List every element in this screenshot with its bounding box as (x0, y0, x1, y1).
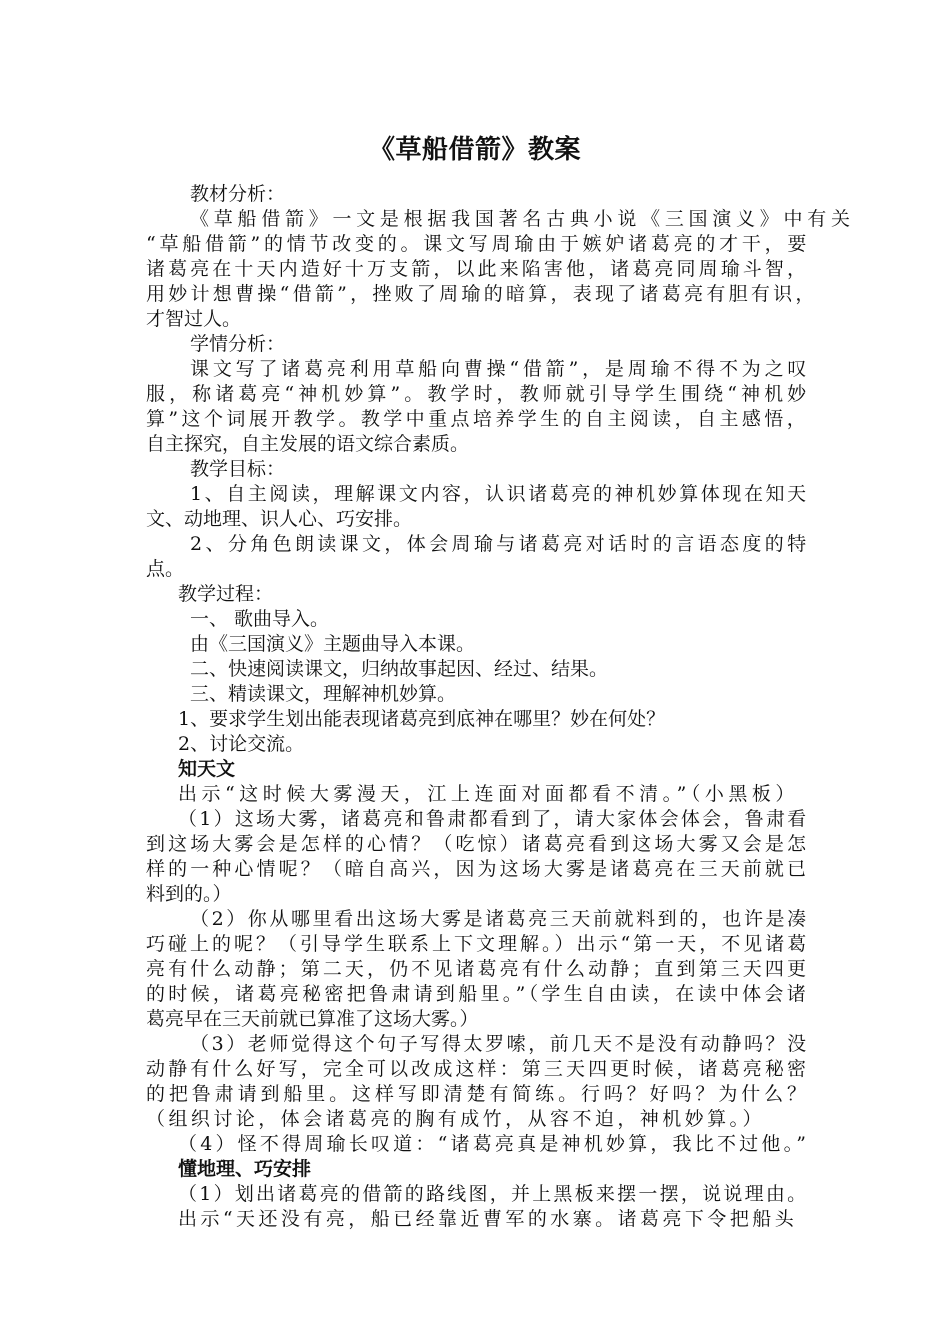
body-line: 1、自主阅读，理解课文内容，认识诸葛亮的神机妙算体现在知天 (190, 483, 809, 505)
body-line: 2、讨论交流。 (178, 733, 305, 755)
body-line: 教学目标： (190, 458, 286, 480)
body-line: 点。 (146, 558, 185, 580)
body-line: 服，称诸葛亮“神机妙算”。教学时，教师就引导学生围绕“神机妙 (146, 383, 811, 405)
body-line: 巧碰上的呢？（引导学生联系上下文理解。）出示“第一天，不见诸葛 (146, 933, 810, 955)
body-line: “草船借箭”的情节改变的。课文写周瑜由于嫉妒诸葛亮的才干，要 (146, 233, 811, 255)
body-line: 亮有什么动静；第二天，仍不见诸葛亮有什么动静；直到第三天四更 (146, 958, 810, 980)
body-line: 的把鲁肃请到船里。这样写即清楚有简练。行吗？好吗？为什么？ (146, 1083, 810, 1105)
body-line: 出示“天还没有亮，船已经靠近曹军的水寨。诸葛亮下令把船头 (178, 1208, 798, 1230)
section-heading: 知天文 (178, 758, 236, 780)
body-line: 料到的。） (146, 883, 232, 905)
body-line: 才智过人。 (146, 308, 242, 330)
body-line: 样的一种心情呢？（暗自高兴，因为这场大雾是诸葛亮在三天前就已 (146, 858, 810, 880)
document-title: 《草船借箭》教案 (368, 135, 581, 165)
body-line: 自主探究，自主发展的语文综合素质。 (146, 433, 470, 455)
body-line: 算”这个词展开教学。教学中重点培养学生的自主阅读，自主感悟， (146, 408, 810, 430)
body-line: （1）这场大雾，诸葛亮和鲁肃都看到了，请大家体会体会，鲁肃看 (178, 808, 809, 830)
body-line: 二、快速阅读课文，归纳故事起因、经过、结果。 (190, 658, 609, 680)
body-line: 诸葛亮在十天内造好十万支箭，以此来陷害他，诸葛亮同周瑜斗智， (146, 258, 810, 280)
body-line: 用妙计想曹操“借箭”，挫败了周瑜的暗算，表现了诸葛亮有胆有识， (146, 283, 818, 305)
body-line: 一、 歌曲导入。 (190, 608, 330, 630)
body-line: 文、动地理、识人心、巧安排。 (146, 508, 413, 530)
section-heading: 懂地理、巧安排 (178, 1158, 312, 1180)
body-line: 1、要求学生划出能表现诸葛亮到底神在哪里？妙在何处？ (178, 708, 666, 730)
body-line: 到这场大雾会是怎样的心情？（吃惊）诸葛亮看到这场大雾又会是怎 (146, 833, 810, 855)
body-line: 动静有什么好写，完全可以改成这样：第三天四更时候，诸葛亮秘密 (146, 1058, 810, 1080)
body-line: 教学过程： (178, 583, 274, 605)
body-line: 由《三国演义》主题曲导入本课。 (190, 633, 476, 655)
body-line: 教材分析： (190, 183, 286, 205)
body-line: 《草船借箭》一文是根据我国著名古典小说《三国演义》中有关 (190, 208, 855, 230)
body-line: （组织讨论，体会诸葛亮的胸有成竹，从容不迫，神机妙算。） (146, 1108, 765, 1130)
body-line: 三、精读课文，理解神机妙算。 (190, 683, 457, 705)
body-line: （2）你从哪里看出这场大雾是诸葛亮三天前就料到的，也许是凑 (190, 908, 809, 930)
body-line: 葛亮早在三天前就已算准了这场大雾。） (146, 1008, 479, 1030)
body-line: 2、分角色朗读课文，体会周瑜与诸葛亮对话时的言语态度的特 (190, 533, 810, 555)
body-line: 的时候，诸葛亮秘密把鲁肃请到船里。”（学生自由读，在读中体会诸 (146, 983, 810, 1005)
body-line: 出示“这时候大雾漫天，江上连面对面都看不清。”（小黑板） (178, 783, 799, 805)
body-line: （3）老师觉得这个句子写得太罗嗦，前几天不是没有动静吗？没 (190, 1033, 809, 1055)
body-line: 学情分析： (190, 333, 286, 355)
body-line: 课文写了诸葛亮利用草船向曹操“借箭”，是周瑜不得不为之叹 (190, 358, 811, 380)
body-line: （4）怪不得周瑜长叹道：“诸葛亮真是神机妙算，我比不过他。” (178, 1133, 810, 1155)
body-line: （1）划出诸葛亮的借箭的路线图，并上黑板来摆一摆，说说理由。 (178, 1183, 809, 1205)
